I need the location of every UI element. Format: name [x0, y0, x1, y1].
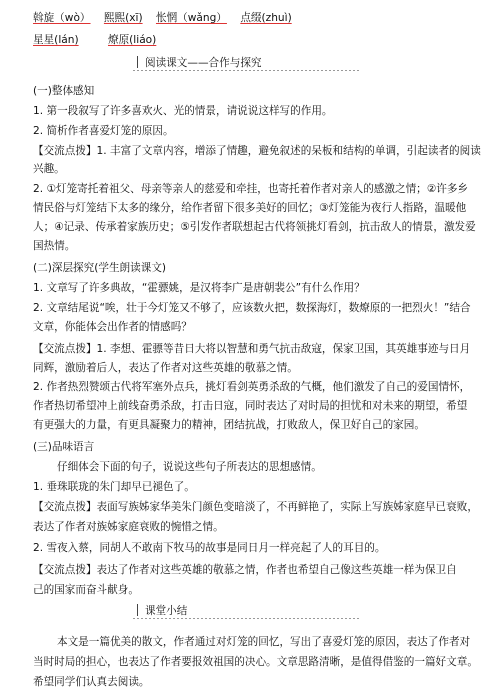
- vocab-item: 熙熙(xī): [103, 12, 143, 24]
- answer-line: 情民俗与灯笼结下太多的缘分，给作者留下很多美好的回忆；③灯笼能为夜行人指路，温暖他: [33, 202, 467, 214]
- answer-line: 兴趣。: [33, 163, 65, 175]
- vocab-item: 点缀(zhuì): [240, 12, 292, 24]
- heading-language: (三)品味语言: [33, 441, 95, 453]
- vocab-item: 怅惘（wǎng）: [155, 12, 227, 24]
- answer-line: 【交流点拨】表达了作者对这些英雄的敬慕之情，作者也希望自己像这些英雄一样为保卫自: [33, 564, 457, 576]
- section-title-reading: [133, 55, 361, 71]
- question-line: 1. 文章写了许多典故，“霍骠姚，是汉将李广是唐朝裴公”有什么作用？: [33, 282, 365, 294]
- answer-line: 人；④记录、传承着家族历史；⑤引发作者联想起古代将领挑灯看剑，抗击敌人的情景，激发爱: [33, 221, 476, 233]
- answer-line: 2. ①灯笼寄托着祖父、母亲等亲人的慈爱和牵挂，也寄托着作者对亲人的感激之情；②许多乡: [33, 183, 469, 195]
- answer-line: 2. 作者热烈赞颂古代将军塞外点兵，挑灯看剑英勇杀敌的气概，他们激发了自己的爱国情怀，: [33, 381, 471, 393]
- answer-line: 同辉，激励着后人，表达了作者对这些英雄的敬慕之情。: [33, 362, 298, 374]
- vocab-item: 斡旋（wò）: [33, 12, 91, 24]
- summary-line: 希望同学们认真去阅读。: [33, 676, 150, 688]
- answer-line: 作者热切希望冲上前线奋勇杀敌，打击日寇，同时表达了对时局的担忧和对未来的期望，希望: [33, 400, 468, 412]
- section-title-summary: [133, 603, 361, 619]
- question-line: 2. 文章结尾说“唉，壮于今灯笼又不够了，应该数火把，数探海灯，数燎原的一把烈火！”结合: [33, 302, 471, 314]
- answer-line: 有更强大的力量，有更具凝聚力的精神，团结抗战，打败敌人，保卫好自己的家园。: [33, 419, 425, 431]
- section-title-text: 课堂小结: [145, 605, 188, 617]
- answer-line: 【交流点拨】表面写族姊家华美朱门颜色变暗淡了，不再鲜艳了，实际上写族姊家庭早已衰败，: [33, 501, 478, 513]
- question-line: 文章，你能体会出作者的情感吗？: [33, 321, 192, 333]
- answer-line: 【交流点拨】1. 丰富了文章内容，增添了情趣，避免叙述的呆板和结构的单调，引起读者的阅读: [33, 145, 481, 157]
- section-title-text: 阅读课文——合作与探究: [145, 57, 262, 69]
- vocab-row-1: [33, 11, 460, 26]
- vocab-item: 星星(lán): [33, 34, 79, 46]
- summary-line: 本文是一篇优美的散文，作者通过对灯笼的回忆，写出了喜爱灯笼的原因，表达了作者对: [57, 636, 471, 648]
- answer-line: 表达了作者对族姊家庭衰败的惋惜之情。: [33, 521, 224, 533]
- heading-overall: (一)整体感知: [33, 85, 95, 97]
- question-line: 1. 第一段叙写了许多喜欢火、光的情景，请说说这样写的作用。: [33, 105, 333, 117]
- vocab-item: 燎原(liáo): [107, 34, 157, 46]
- section-marker-icon: [137, 604, 142, 616]
- question-line: 1. 垂珠联珑的朱门却早已褪色了。: [33, 481, 195, 493]
- instruction-line: 仔细体会下面的句子，说说这些句子所表达的思想感情。: [57, 461, 322, 473]
- answer-line: 国热情。: [33, 240, 76, 252]
- answer-line: 【交流点拨】1. 李想、霍骠等昔日大将以智慧和勇气抗击敌寇，保家卫国，其英雄事迹与日月: [33, 343, 471, 355]
- summary-line: 当时时局的担心，也表达了作者要报效祖国的决心。文章思路清晰，是值得借鉴的一篇好文章。: [33, 656, 478, 668]
- question-line: 2. 雪夜入蔡，同胡人不敢南下牧马的故事是同日月一样亮起了人的耳目的。: [33, 542, 386, 554]
- section-marker-icon: [137, 56, 142, 68]
- question-line: 2. 简析作者喜爱灯笼的原因。: [33, 125, 174, 137]
- answer-line: 己的国家而奋斗献身。: [33, 584, 139, 596]
- vocab-row-2: [33, 33, 460, 48]
- heading-deep: (二)深层探究(学生朗读课文): [33, 262, 167, 274]
